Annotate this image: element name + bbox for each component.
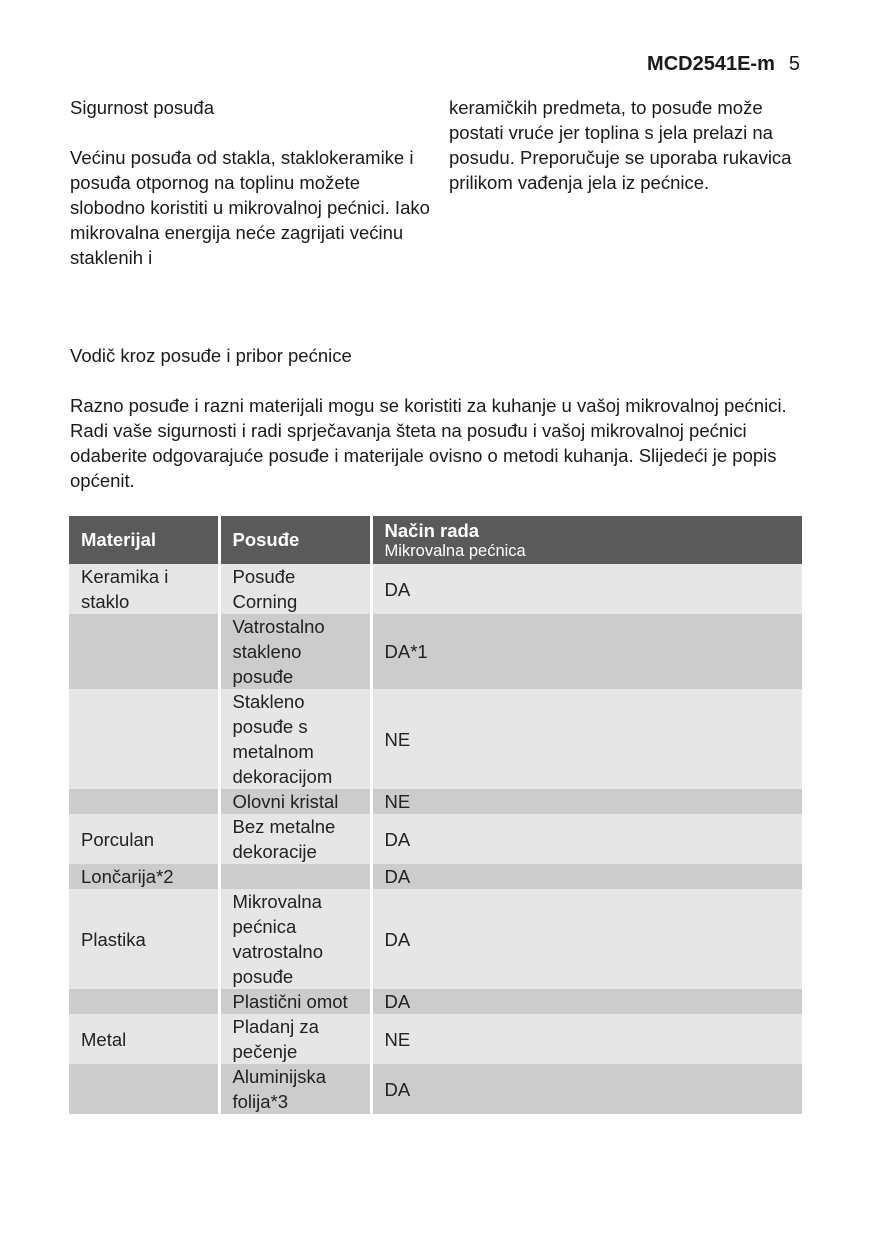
guide-text: Razno posuđe i razni materijali mogu se koristiti za kuhanje u vašoj mikrovalnoj pećnici. Radi vaše sigurnosti i radi sprječavanja šteta na posuđu i vašoj mikrovalnoj pećnici odaberite odgovarajuće posuđe i materijale ovisno o metodi kuhanja. Slijedeći je popis općenit.	[70, 395, 787, 491]
table-row	[69, 564, 802, 614]
cell-material: Metal	[69, 1014, 219, 1064]
guide-heading: Vodič kroz posuđe i pribor pećnice	[70, 345, 352, 366]
table-row	[69, 989, 802, 1014]
table-row	[69, 789, 802, 814]
table-row	[69, 614, 802, 689]
cell-dish: Vatrostalno stakleno posuđe	[219, 614, 371, 689]
cookware-table	[69, 516, 802, 1114]
cell-material	[69, 989, 219, 1014]
cell-value: NE	[371, 689, 802, 789]
cell-dish: Plastični omot	[219, 989, 371, 1014]
model-number: MCD2541E-m	[647, 53, 775, 75]
header-dishes: Posuđe	[219, 516, 371, 564]
cell-value: DA	[371, 864, 802, 889]
cell-value: DA	[371, 989, 802, 1014]
cell-dish: Stakleno posuđe s metalnom dekoracijom	[219, 689, 371, 789]
cell-dish: Olovni kristal	[219, 789, 371, 814]
cell-value: DA	[371, 564, 802, 614]
safety-right-column	[449, 95, 809, 195]
table-row	[69, 689, 802, 789]
cell-material: Plastika	[69, 889, 219, 989]
cell-dish: Bez metalne dekoracije	[219, 814, 371, 864]
cell-material	[69, 1064, 219, 1114]
safety-text-left: Većinu posuđa od stakla, staklokeramike i posuđa otpornog na toplinu možete slobodno koristiti u mikrovalnoj pećnici. Iako mikrovalna energija neće zagrijati većinu staklenih i	[70, 147, 430, 268]
header-mode-title: Način rada	[384, 519, 480, 541]
table-row	[69, 864, 802, 889]
page-number: 5	[788, 53, 800, 75]
safety-left-column	[70, 95, 430, 270]
cell-value: DA*1	[371, 614, 802, 689]
table-row	[69, 1064, 802, 1114]
cell-dish: Mikrovalna pećnica vatrostalno posuđe	[219, 889, 371, 989]
table-row	[69, 889, 802, 989]
cell-material	[69, 614, 219, 689]
cell-material: Lončarija*2	[69, 864, 219, 889]
cell-value: NE	[371, 1014, 802, 1064]
cell-dish: Pladanj za pečenje	[219, 1014, 371, 1064]
safety-heading: Sigurnost posuđa	[70, 97, 214, 118]
cell-material	[69, 789, 219, 814]
cell-dish: Posuđe Corning	[219, 564, 371, 614]
header-mode	[371, 516, 802, 564]
cell-dish: Aluminijska folija*3	[219, 1064, 371, 1114]
page-header	[647, 52, 800, 76]
cell-material: Porculan	[69, 814, 219, 864]
cell-dish	[219, 864, 371, 889]
table-header-row	[69, 516, 802, 564]
cell-material	[69, 689, 219, 789]
guide-section	[70, 343, 805, 493]
cell-value: DA	[371, 889, 802, 989]
safety-text-right: keramičkih predmeta, to posuđe može postati vruće jer toplina s jela prelazi na posudu. Preporučuje se uporaba rukavica prilikom vađenja jela iz pećnice.	[449, 97, 792, 193]
table-row	[69, 1014, 802, 1064]
cell-material: Keramika i staklo	[69, 564, 219, 614]
header-material: Materijal	[69, 516, 219, 564]
table-row	[69, 814, 802, 864]
header-mode-subtitle: Mikrovalna pećnica	[384, 541, 526, 560]
cell-value: DA	[371, 814, 802, 864]
cell-value: NE	[371, 789, 802, 814]
cell-value: DA	[371, 1064, 802, 1114]
